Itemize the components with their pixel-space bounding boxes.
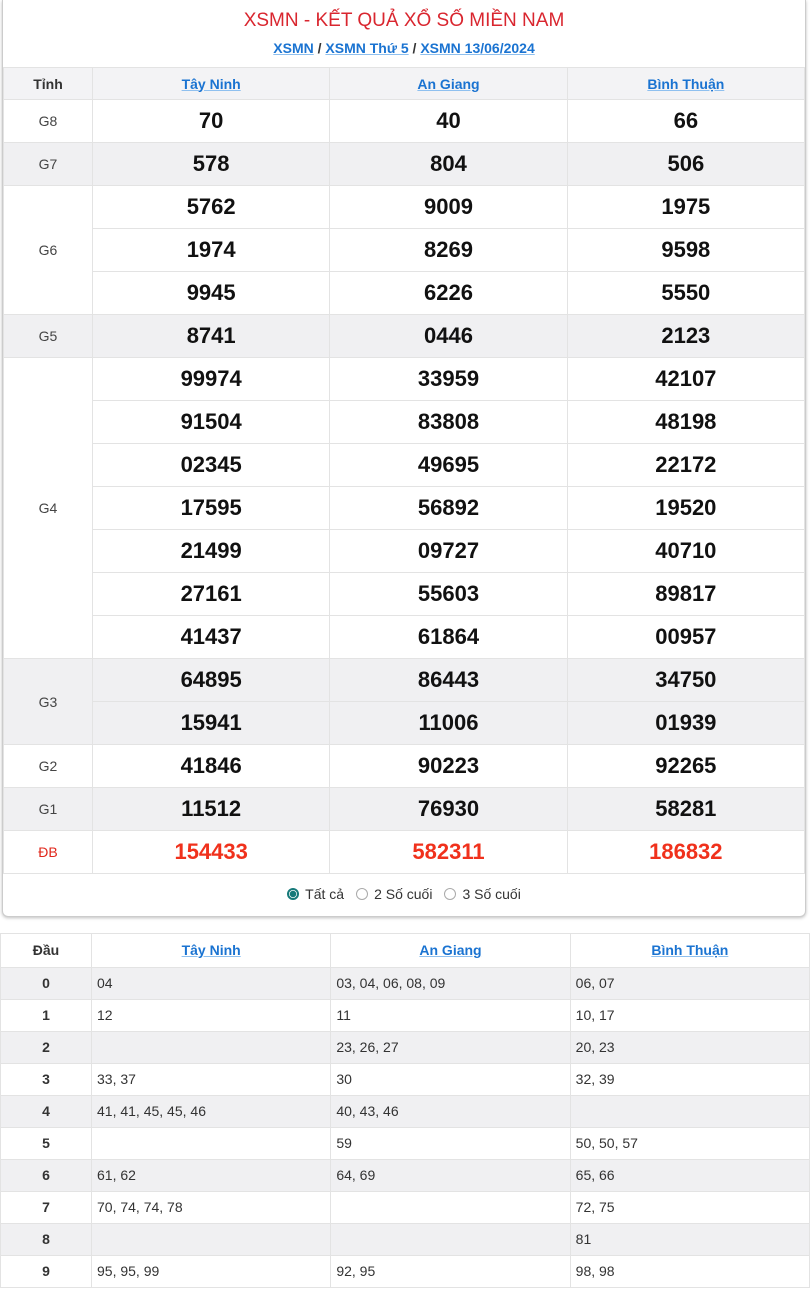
province-link[interactable]: An Giang	[417, 75, 480, 92]
dau-row	[1, 1256, 810, 1288]
tail-numbers: 20, 23	[570, 1032, 809, 1064]
prize-number: 5550	[567, 272, 804, 315]
tail-numbers: 06, 07	[570, 968, 809, 1000]
prize-number: 49695	[330, 444, 567, 487]
prize-row	[4, 573, 805, 616]
prize-number: 8741	[93, 315, 330, 358]
column-header-dau: Đầu	[1, 934, 92, 968]
dau-row	[1, 1000, 810, 1032]
prize-label: G4	[4, 358, 93, 659]
prize-number: 17595	[93, 487, 330, 530]
prize-label: G2	[4, 745, 93, 788]
column-header-province: Tỉnh	[4, 68, 93, 100]
prize-number: 5762	[93, 186, 330, 229]
tail-numbers: 10, 17	[570, 1000, 809, 1032]
tail-numbers: 23, 26, 27	[331, 1032, 570, 1064]
dau-digit: 6	[1, 1160, 92, 1192]
prize-row	[4, 143, 805, 186]
tail-numbers: 81	[570, 1224, 809, 1256]
tail-numbers: 65, 66	[570, 1160, 809, 1192]
prize-number: 33959	[330, 358, 567, 401]
radio-label: Tất cả	[305, 886, 345, 902]
prize-row	[4, 186, 805, 229]
radio-icon[interactable]	[287, 888, 299, 900]
prize-row	[4, 272, 805, 315]
dau-row	[1, 1192, 810, 1224]
dau-row	[1, 968, 810, 1000]
tail-numbers	[92, 1224, 331, 1256]
prize-number: 506	[567, 143, 804, 186]
prize-number: 19520	[567, 487, 804, 530]
tail-numbers: 70, 74, 74, 78	[92, 1192, 331, 1224]
prize-number: 804	[330, 143, 567, 186]
prize-number: 89817	[567, 573, 804, 616]
dau-digit: 0	[1, 968, 92, 1000]
prize-row	[4, 444, 805, 487]
prize-number: 9598	[567, 229, 804, 272]
tail-numbers: 64, 69	[331, 1160, 570, 1192]
prize-row	[4, 487, 805, 530]
dau-digit: 2	[1, 1032, 92, 1064]
dau-row	[1, 1064, 810, 1096]
dau-row	[1, 1032, 810, 1064]
prize-label: G6	[4, 186, 93, 315]
prize-row	[4, 530, 805, 573]
prize-number: 83808	[330, 401, 567, 444]
tail-numbers: 41, 41, 45, 45, 46	[92, 1096, 331, 1128]
prize-number: 1975	[567, 186, 804, 229]
prize-number: 48198	[567, 401, 804, 444]
prize-number: 99974	[93, 358, 330, 401]
prize-row	[4, 315, 805, 358]
prize-number: 6226	[330, 272, 567, 315]
tail-numbers: 98, 98	[570, 1256, 809, 1288]
prize-number: 70	[93, 100, 330, 143]
dau-digit: 4	[1, 1096, 92, 1128]
dau-digit: 5	[1, 1128, 92, 1160]
tail-numbers: 95, 95, 99	[92, 1256, 331, 1288]
results-table	[3, 67, 805, 874]
breadcrumb-weekday[interactable]: XSMN Thứ 5	[325, 40, 409, 56]
prize-row	[4, 831, 805, 874]
prize-number: 0446	[330, 315, 567, 358]
prize-label: G5	[4, 315, 93, 358]
prize-number: 34750	[567, 659, 804, 702]
prize-number: 02345	[93, 444, 330, 487]
prize-number: 41846	[93, 745, 330, 788]
prize-label: G8	[4, 100, 93, 143]
prize-number: 92265	[567, 745, 804, 788]
prize-number: 40	[330, 100, 567, 143]
results-card	[2, 0, 806, 917]
dau-digit: 8	[1, 1224, 92, 1256]
prize-number: 8269	[330, 229, 567, 272]
prize-number: 22172	[567, 444, 804, 487]
dau-row	[1, 1096, 810, 1128]
prize-number: 1974	[93, 229, 330, 272]
radio-icon[interactable]	[444, 888, 456, 900]
prize-number: 76930	[330, 788, 567, 831]
prize-number: 15941	[93, 702, 330, 745]
tail-numbers: 33, 37	[92, 1064, 331, 1096]
prize-row	[4, 100, 805, 143]
prize-number: 186832	[567, 831, 804, 874]
province-link[interactable]: An Giang	[419, 942, 482, 958]
prize-label: G1	[4, 788, 93, 831]
prize-number: 42107	[567, 358, 804, 401]
prize-number: 9009	[330, 186, 567, 229]
prize-number: 58281	[567, 788, 804, 831]
tail-numbers: 04	[92, 968, 331, 1000]
prize-number: 00957	[567, 616, 804, 659]
prize-row	[4, 659, 805, 702]
prize-label: G7	[4, 143, 93, 186]
dau-row	[1, 1160, 810, 1192]
dau-row	[1, 1224, 810, 1256]
prize-row	[4, 788, 805, 831]
prize-number: 56892	[330, 487, 567, 530]
prize-row	[4, 745, 805, 788]
prize-number: 21499	[93, 530, 330, 573]
province-link[interactable]: Bình Thuận	[647, 75, 725, 92]
prize-number: 91504	[93, 401, 330, 444]
prize-label: G3	[4, 659, 93, 745]
dau-digit: 1	[1, 1000, 92, 1032]
tail-numbers: 72, 75	[570, 1192, 809, 1224]
breadcrumb-xsmn[interactable]: XSMN	[273, 40, 314, 56]
tail-numbers: 30	[331, 1064, 570, 1096]
prize-number: 55603	[330, 573, 567, 616]
tail-numbers: 12	[92, 1000, 331, 1032]
prize-number: 582311	[330, 831, 567, 874]
radio-icon[interactable]	[356, 888, 368, 900]
digit-filter	[3, 874, 805, 916]
dau-digit: 7	[1, 1192, 92, 1224]
prize-number: 09727	[330, 530, 567, 573]
prize-number: 86443	[330, 659, 567, 702]
prize-row	[4, 229, 805, 272]
prize-number: 01939	[567, 702, 804, 745]
dau-table	[0, 933, 810, 1288]
tail-numbers: 32, 39	[570, 1064, 809, 1096]
tail-numbers: 61, 62	[92, 1160, 331, 1192]
prize-number: 11512	[93, 788, 330, 831]
prize-number: 64895	[93, 659, 330, 702]
tail-numbers	[92, 1032, 331, 1064]
tail-numbers: 59	[331, 1128, 570, 1160]
province-link[interactable]: Tây Ninh	[181, 75, 241, 92]
breadcrumb-date[interactable]: XSMN 13/06/2024	[420, 40, 535, 56]
prize-row	[4, 702, 805, 745]
prize-number: 66	[567, 100, 804, 143]
prize-number: 90223	[330, 745, 567, 788]
prize-number: 154433	[93, 831, 330, 874]
prize-number: 40710	[567, 530, 804, 573]
filter-radio-option[interactable]	[444, 885, 520, 903]
filter-radio-option[interactable]	[356, 885, 432, 903]
tail-numbers: 11	[331, 1000, 570, 1032]
breadcrumb: XSMN / XSMN Thứ 5 / XSMN 13/06/2024	[273, 40, 535, 56]
prize-number: 41437	[93, 616, 330, 659]
dau-digit: 9	[1, 1256, 92, 1288]
dau-digit: 3	[1, 1064, 92, 1096]
page-title: XSMN - KẾT QUẢ XỔ SỐ MIỀN NAM	[243, 10, 565, 31]
filter-radio-option[interactable]	[287, 885, 344, 903]
prize-number: 2123	[567, 315, 804, 358]
radio-label: 2 Số cuối	[374, 886, 433, 902]
prize-number: 61864	[330, 616, 567, 659]
prize-number: 11006	[330, 702, 567, 745]
tail-numbers: 40, 43, 46	[331, 1096, 570, 1128]
prize-row	[4, 401, 805, 444]
prize-number: 9945	[93, 272, 330, 315]
prize-number: 578	[93, 143, 330, 186]
prize-row	[4, 358, 805, 401]
tail-numbers	[92, 1128, 331, 1160]
radio-label: 3 Số cuối	[462, 886, 521, 902]
tail-numbers	[331, 1192, 570, 1224]
tail-numbers: 92, 95	[331, 1256, 570, 1288]
prize-number: 27161	[93, 573, 330, 616]
prize-row	[4, 616, 805, 659]
tail-numbers: 03, 04, 06, 08, 09	[331, 968, 570, 1000]
tail-numbers: 50, 50, 57	[570, 1128, 809, 1160]
dau-row	[1, 1128, 810, 1160]
province-link[interactable]: Tây Ninh	[181, 942, 241, 958]
prize-label: ĐB	[4, 831, 93, 874]
province-link[interactable]: Bình Thuận	[651, 942, 729, 958]
tail-numbers	[570, 1096, 809, 1128]
tail-numbers	[331, 1224, 570, 1256]
